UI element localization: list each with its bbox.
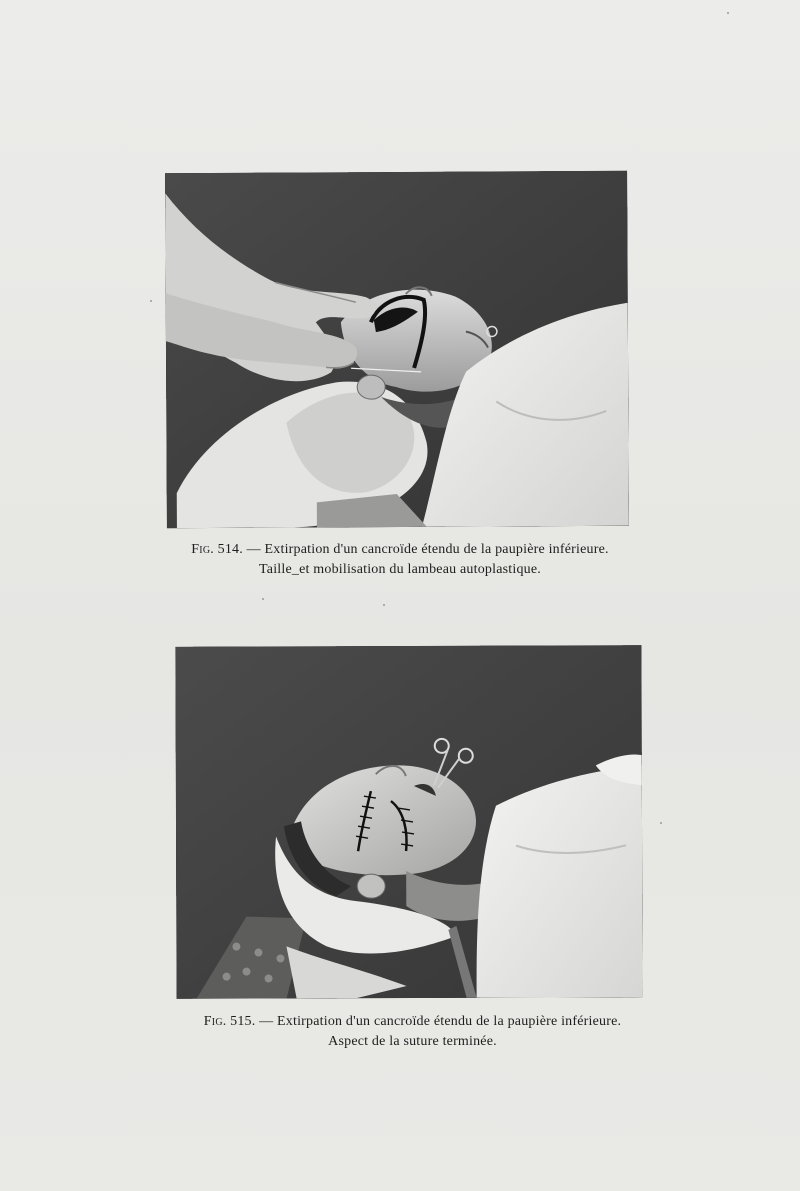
figure-514-caption-text: — Extirpation d'un cancroïde étendu de la paupière inférieure. <box>246 542 609 557</box>
figure-515-photograph <box>175 645 642 999</box>
figure-515-label: Fig. 515. <box>203 1014 256 1029</box>
figure-515-caption-text: — Extirpation d'un cancroïde étendu de la paupière inférieure. <box>259 1014 622 1029</box>
figure-514-photograph <box>165 171 629 528</box>
figure-515-caption-line-1 <box>160 1012 665 1032</box>
figure-514-label: Fig. 514. <box>191 542 243 557</box>
paper-speck <box>660 822 662 824</box>
figure-515-caption-line-2: Aspect de la suture terminée. <box>328 1034 497 1049</box>
figure-515-caption <box>160 1012 665 1052</box>
figure-514-caption-line-2: Taille_et mobilisation du lambeau autoplastique. <box>259 562 541 577</box>
figure-514-caption-line-1 <box>150 540 650 560</box>
paper-speck <box>383 604 385 606</box>
figure-514-caption <box>150 540 650 580</box>
paper-speck <box>727 12 729 14</box>
paper-speck <box>262 598 264 600</box>
paper-speck <box>150 300 152 302</box>
